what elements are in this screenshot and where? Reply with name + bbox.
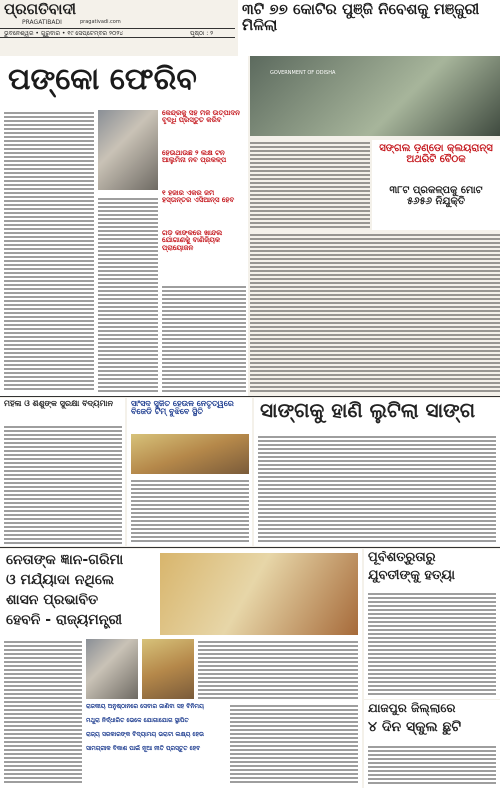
lead-headline: ପଙ୍କୋ ଫେରିବ (8, 64, 197, 97)
lead-body-col2 (98, 196, 158, 392)
gov-headline-1: ନେତାଙ୍କ ଜ୍ଞାନ-ଗରିମା (6, 553, 124, 568)
mp-headline: ସାଂସଦ ସୁଜିତ ହେଉଳ ନେତୃତ୍ୱରେ ବିଜେଡି ଟିମ୍ ବୁଝିବେ ସ୍ଥିତି (131, 400, 234, 417)
snake-body (258, 434, 496, 544)
lead-photo (98, 110, 158, 190)
subpoint: ୧ ହଜାର ଏକର ଜମି ହସ୍ତାନ୍ତର ଏସିଆନ୍ସ ହେବ (162, 190, 235, 205)
school-headline-2: ୪ ଦିନ ସ୍କୁଲ ଛୁଟି (368, 720, 462, 735)
top-banner (238, 0, 500, 56)
women-headline: ମହିଳା ଓ ଶିଶୁଙ୍କ ସୁରକ୍ଷା ବିଦ୍ୟମାନ (4, 400, 113, 408)
page-number: ପୃଷ୍ଠା : ୨ (190, 30, 214, 37)
school-story (364, 700, 500, 788)
right-body-bottom (250, 232, 500, 392)
gov-photo-small-2 (142, 639, 194, 699)
mp-photo (131, 434, 249, 474)
right-top-headline: ସିଙ୍ଗଲ ଡ଼ିଣ୍ଡୋ କ୍ଲିୟରାନ୍ସ ଅଥରିଟି ବୈଠକ (379, 144, 493, 165)
women-story (0, 398, 125, 546)
website: pragativadi.com (80, 19, 121, 25)
dateline-bar (0, 28, 235, 38)
subpoint: ଗଡ଼ି କାଙ୍କରେ ଖାନ୍ଦଲ ଯୋଗାଣକୁ ବାଣିଜ୍ୟିକ ପ୍ରାୟୋଜନ (162, 230, 223, 252)
murder-headline-1: ପୂର୍ବଶତ୍ରୁତାରୁ (368, 551, 436, 565)
divider (0, 547, 500, 548)
mp-story (127, 398, 252, 546)
murder-headline-2: ଯୁବତୀଙ୍କୁ ହତ୍ୟା (368, 569, 455, 583)
mp-body (131, 478, 249, 544)
right-body-left (250, 140, 370, 230)
top-banner-headline: ୩ଟି ୭୭ କୋଟିର ପୁଞ୍ଜି ନିବେଶକୁ ମଞ୍ଜୁରୀ ମିଳିଲା (242, 2, 480, 34)
photo-caption: GOVERNMENT OF ODISHA (270, 70, 336, 76)
school-headline-1: ଯାଜପୁର ଜିଲ୍ଲାରେ (368, 702, 456, 715)
gov-headline-2: ଓ ମର୍ଯ୍ୟାଦା ନଥିଲେ (6, 573, 115, 588)
governance-story (0, 549, 362, 788)
gov-body-col1 (4, 639, 82, 784)
bullet-item: ସାମଗ୍ରୀକ ବିକାଶ ପାଇଁ ନୂଆ ନୀତି ପ୍ରସ୍ତୁତ ହେବ (86, 745, 201, 752)
logo-sub: PRAGATIBADI (22, 19, 62, 26)
gov-photo-main (160, 553, 358, 635)
murder-body (368, 591, 496, 697)
school-body (368, 744, 496, 786)
lead-story (0, 56, 248, 396)
snake-story (254, 398, 500, 546)
gov-body-col2 (198, 639, 358, 699)
subpoint: କେନ୍ଦ୍ରକୁ ସହ ମିଳି ଉତ୍ପାଦନ ବୃଦ୍ଧି ପ୍ରସ୍ତୁତ କରିବ (162, 110, 240, 125)
gov-photo-small (86, 639, 138, 699)
gov-headline-3: ଶାସନ ପ୍ରଭାବିତ (6, 593, 99, 608)
gov-headline-4: ହେବନି - ରାଜ୍ୟମନ୍ତ୍ରୀ (6, 613, 123, 628)
lead-body-col1 (4, 110, 94, 392)
bullet-item: ରାଜ୍ୟ ସରକାରଙ୍କ ବିଦ୍ୟାମୟ ଭରାଟା ଲକ୍ଷ୍ୟ ହେଉ (86, 731, 205, 738)
lead-body-col3 (162, 284, 246, 392)
lead-subpoints (162, 110, 246, 280)
women-body (4, 424, 122, 544)
snake-headline: ସାଙ୍ଗକୁ ହାଣି ଲୁଟିଲା ସାଙ୍ଗ (260, 400, 476, 422)
logo: ପ୍ରଗତିବାଦୀ (4, 2, 77, 18)
gov-bullets (86, 703, 358, 783)
right-top-story (372, 140, 500, 230)
bullet-item: ରାଜକୀୟ ଅନୁଷ୍ଠାନରେ ସେବାର ଜାଣିବା ସହ ବିନିମୟ (86, 703, 204, 710)
right-top-subhead: ୩୮ଟି ପ୍ରକଳ୍ପକୁ ମୋଟ ୫୬୫୬ ନିଯୁକ୍ତି (389, 186, 483, 207)
divider (0, 396, 500, 397)
subpoint: ହେଉଥାଉଛି ୨ ଲକ୍ଷ ଟନ ଆଲୁମିନା ନବ ପ୍ରକଳ୍ପ (162, 150, 227, 165)
dateline: ଭୁବନେଶ୍ୱର • ଗୁରୁବାର • ୧୯ ସେପ୍ଟେମ୍ବର ୨୦୨୪ (4, 30, 124, 37)
murder-story (364, 549, 500, 699)
bullet-item: ମଥୁରା ନିର୍ଦ୍ଧାରିତ ଭେଳେ ଯୋଗାଯୋଗ ସ୍ଥାପିତ (86, 717, 189, 724)
gov-body-col3 (230, 703, 358, 783)
meeting-photo (250, 56, 500, 136)
